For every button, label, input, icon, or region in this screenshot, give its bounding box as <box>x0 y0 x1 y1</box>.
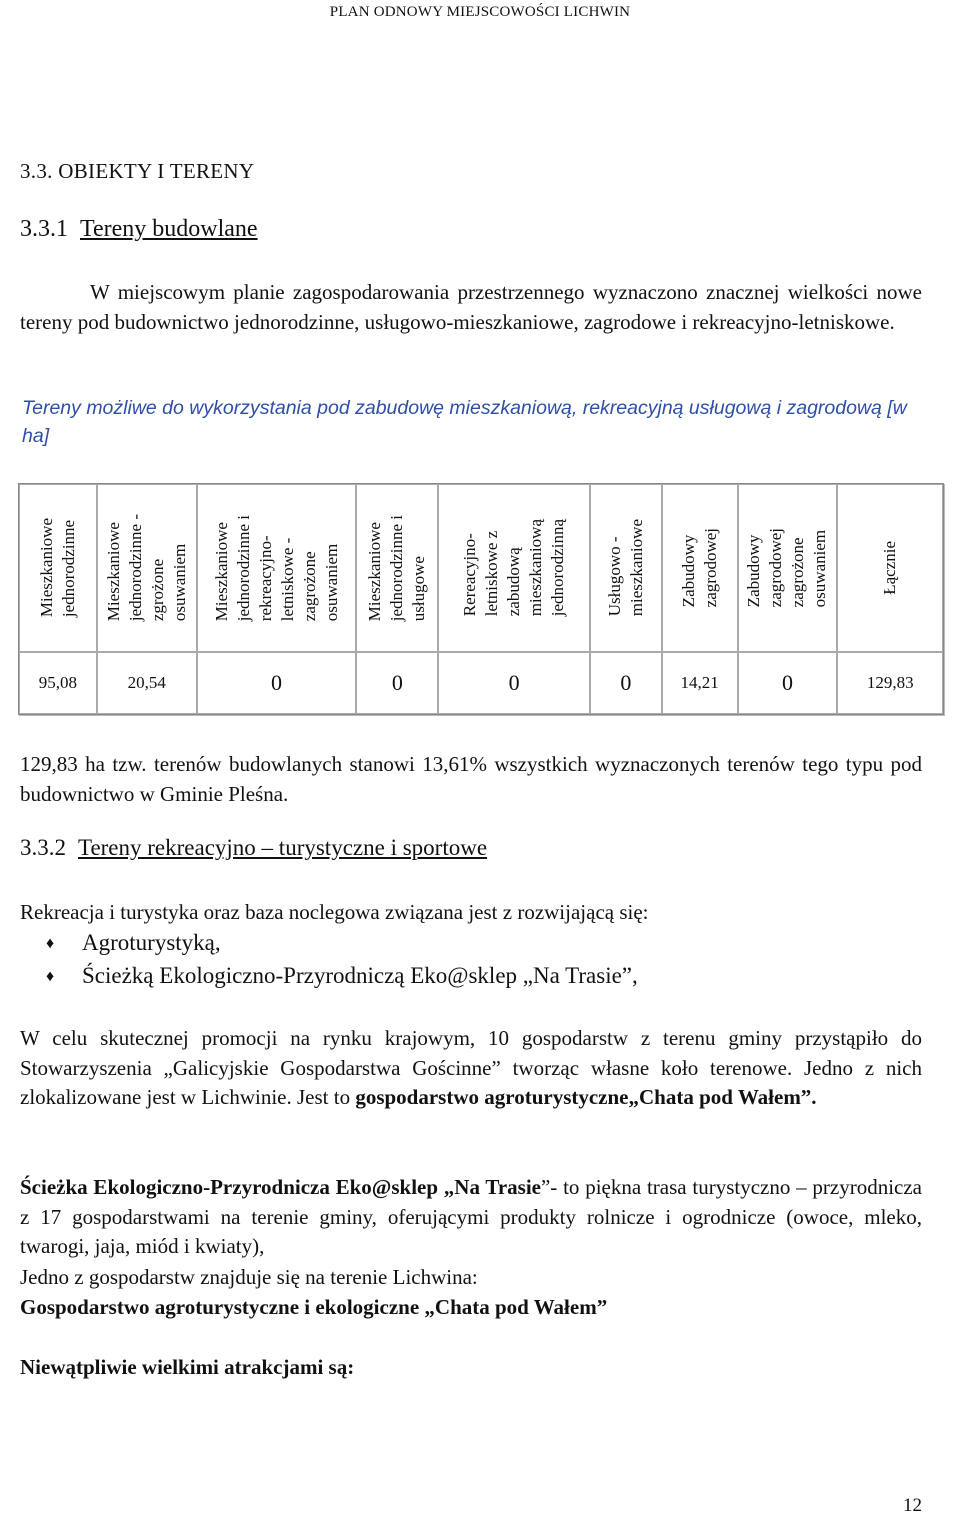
subsection-title: Tereny budowlane <box>80 216 258 242</box>
farm-name: Gospodarstwo agroturystyczne i ekologiczne „Chata pod Wałem” <box>20 1295 608 1319</box>
table-cell: 0 <box>197 652 357 714</box>
table-cell: 129,83 <box>837 652 943 714</box>
farm-location-paragraph: Jedno z gospodarstw znajduje się na terenie Lichwina: <box>20 1265 478 1289</box>
table-cell: 0 <box>438 652 590 714</box>
land-table <box>18 483 944 715</box>
intro-paragraph: W miejscowym planie zagospodarowania przestrzennego wyznaczono znacznej wielkości nowe tereny pod budownictwo jednorodzinne, usługowo-mieszkaniowe, zagrodowe i rekreacyjno-letniskowe. <box>20 280 922 334</box>
table-cell: 14,21 <box>662 652 738 714</box>
table-header-cell: Zabudowy zagrodowej <box>662 484 738 652</box>
trail-paragraph: Ścieżka Ekologiczno-Przyrodnicza Eko@sklep „Na Trasie”- to piękna trasa turystyczno – przyrodnicza z 17 gospodarstwami na terenie gminy, oferującymi produkty rolnicze i ogrodnicze (owoce, mleko, twarogi, jaja, miód i kwiaty), <box>20 1175 922 1259</box>
table-header-cell: Łącznie <box>837 484 943 652</box>
subsection-number: 3.3.2 <box>20 835 66 860</box>
diamond-bullet-icon: ♦ <box>46 968 55 985</box>
diamond-bullet-icon: ♦ <box>46 935 55 952</box>
recreation-paragraph: Rekreacja i turystyka oraz baza noclegowa związana jest z rozwijającą się: <box>20 900 649 924</box>
table-header-cell: Zabudowy zagrodowej zagrożone osuwaniem <box>738 484 838 652</box>
table-row <box>19 652 943 714</box>
subsection-number: 3.3.1 <box>20 216 68 242</box>
table-header-cell: Rereacyjno- letniskowe z zabudową mieszkaniową jednorodzinną <box>438 484 590 652</box>
promotion-paragraph: W celu skutecznej promocji na rynku krajowym, 10 gospodarstw z terenu gminy przystąpiło do Stowarzyszenia „Galicyjskie Gospodarstwa Gościnne” tworząc własne koło terenowe. Jedno z nich zlokalizowane jest w Lichwinie. Jest to gospodarstwo agroturystyczne„Chata pod Wałem”. <box>20 1026 922 1110</box>
table-cell: 0 <box>738 652 838 714</box>
table-header-cell: Mieszkaniowe jednorodzinne i rekreacyjno- letniskowe - zagrożone osuwaniem <box>197 484 357 652</box>
table-cell: 0 <box>356 652 438 714</box>
table-header-cell: Usługowo - mieszkaniowe <box>590 484 662 652</box>
table-cell: 95,08 <box>19 652 97 714</box>
table-cell: 20,54 <box>97 652 197 714</box>
table-cell: 0 <box>590 652 662 714</box>
list-item: ♦ Agroturystyką, <box>46 930 221 955</box>
subsection-heading-1 <box>20 216 258 243</box>
page-number: 12 <box>903 1495 922 1516</box>
table-header-row <box>19 484 943 652</box>
attractions-heading: Niewątpliwie wielkimi atrakcjami są: <box>20 1355 355 1379</box>
table-header-cell: Mieszkaniowe jednorodzinne i usługowe <box>356 484 438 652</box>
summary-paragraph: 129,83 ha tzw. terenów budowlanych stanowi 13,61% wszystkich wyznaczonych terenów tego typu pod budownictwo w Gminie Pleśna. <box>20 752 922 806</box>
table-header-cell: Mieszkaniowe jednorodzinne <box>19 484 97 652</box>
section-title: 3.3. OBIEKTY I TERENY <box>20 159 255 183</box>
subsection-title: Tereny rekreacyjno – turystyczne i sportowe <box>78 835 488 860</box>
list-item: ♦ Ścieżką Ekologiczno-Przyrodniczą Eko@sklep „Na Trasie”, <box>46 963 638 988</box>
page-header: PLAN ODNOWY MIEJSCOWOŚCI LICHWIN <box>329 4 631 20</box>
table-caption: Tereny możliwe do wykorzystania pod zabudowę mieszkaniową, rekreacyjną usługową i zagrodową [w ha] <box>22 397 907 447</box>
table-header-cell: Mieszkaniowe jednorodzinne - zgrożone osuwaniem <box>97 484 197 652</box>
subsection-heading-2 <box>20 835 487 861</box>
